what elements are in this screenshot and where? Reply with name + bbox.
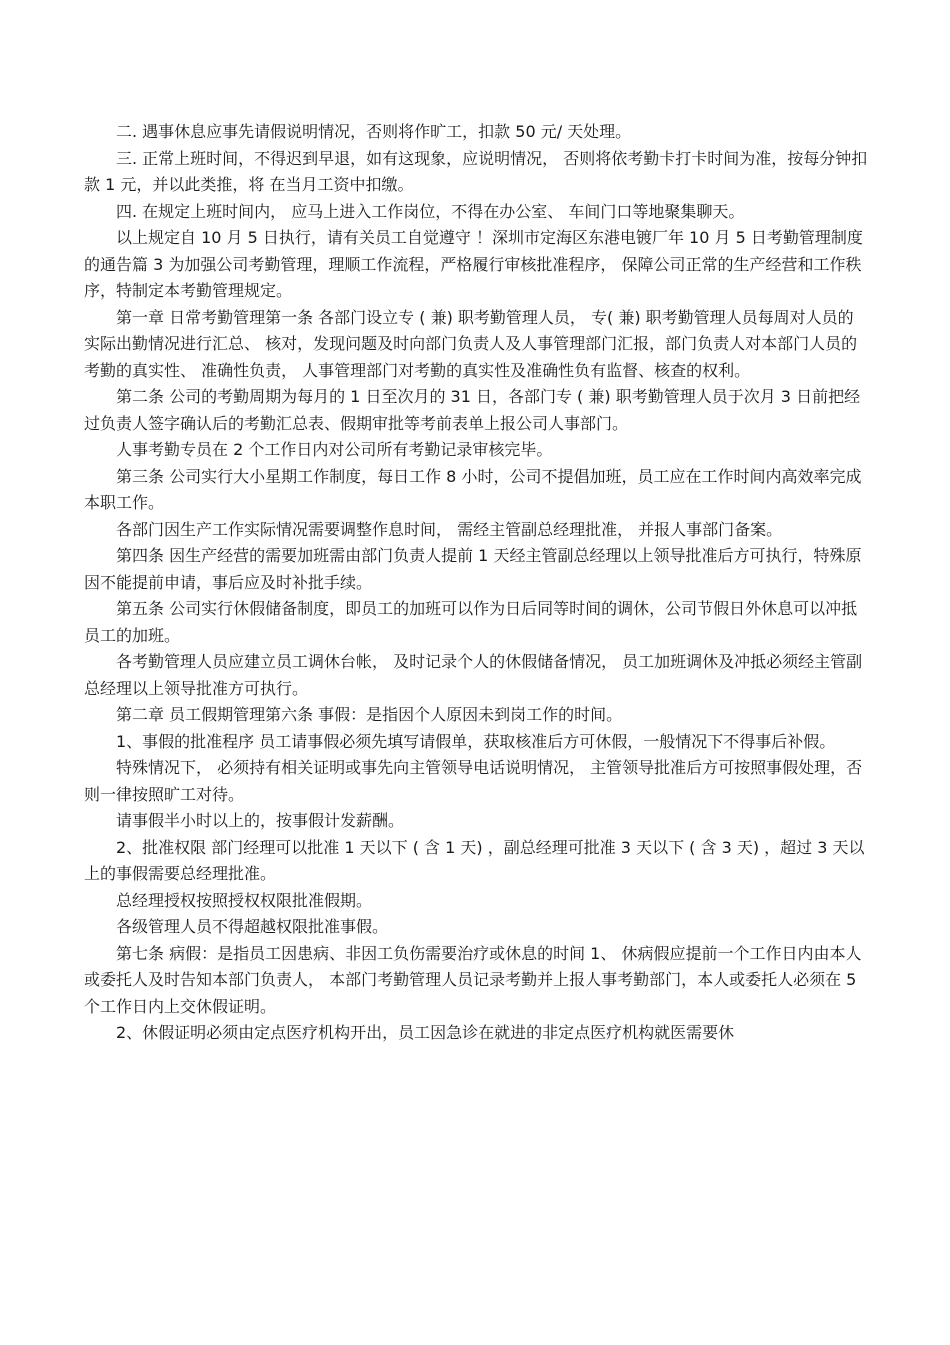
paragraph-leave-ledger: 各考勤管理人员应建立员工调休台帐， 及时记录个人的休假储备情况， 员工加班调休及冲抵必须经主管副总经理以上领导批准方可执行。	[84, 652, 863, 698]
paragraph-approval-authority: 2、批准权限 部门经理可以批准 1 天以下 ( 含 1 天) ，副总经理可批准 3 天以下 ( 含 3 天) ，超过 3 天以上的事假需要总经理批准。	[84, 837, 865, 883]
paragraph-special-cases: 特殊情况下， 必须持有相关证明或事先向主管领导电话说明情况， 主管领导批准后方可按照事假处理，否则一律按照旷工对待。	[84, 758, 863, 804]
paragraph-sick-leave-certificate: 2、休假证明必须由定点医疗机构开出，员工因急诊在就进的非定点医疗机构就医需要休	[116, 1023, 735, 1042]
paragraph-half-hour-rule: 请事假半小时以上的，按事假计发薪酬。	[116, 811, 405, 830]
paragraph-article-5: 第五条 公司实行休假储备制度，即员工的加班可以作为日后同等时间的调休，公司节假日外休息可以冲抵员工的加班。	[84, 599, 858, 645]
paragraph-rule-3: 三. 正常上班时间，不得迟到早退，如有这现象，应说明情况， 否则将依考勤卡打卡时间为准，按每分钟扣款 1 元，并以此类推，将 在当月工资中扣缴。	[84, 148, 868, 194]
paragraph-article-6: 第二章 员工假期管理第六条 事假：是指因个人原因未到岗工作的时间。	[116, 705, 623, 724]
paragraph-schedule-adjust: 各部门因生产工作实际情况需要调整作息时间， 需经主管副总经理批准， 并报人事部门备案。	[116, 519, 783, 539]
paragraph-rule-2: 二. 遇事休息应事先请假说明情况，否则将作旷工，扣款 50 元/ 天处理。	[116, 122, 632, 141]
paragraph-rule-4: 四. 在规定上班时间内， 应马上进入工作岗位，不得在办公室、 车间门口等地聚集聊天。	[116, 201, 745, 221]
paragraph-article-2: 第二条 公司的考勤周期为每月的 1 日至次月的 31 日，各部门专 ( 兼) 职考勤管理人员于次月 3 日前把经过负责人签字确认后的考勤汇总表、假期审批等考前表单上报公司人事部门。	[84, 387, 861, 433]
document-body	[84, 119, 869, 1047]
paragraph-article-4: 第四条 因生产经营的需要加班需由部门负责人提前 1 天经主管副总经理以上领导批准后方可执行，特殊原因不能提前申请，事后应及时补批手续。	[84, 546, 862, 592]
paragraph-article-3: 第三条 公司实行大小星期工作制度，每日工作 8 小时，公司不提倡加班，员工应在工作时间内高效率完成本职工作。	[84, 466, 862, 512]
paragraph-no-overreach: 各级管理人员不得超越权限批准事假。	[116, 917, 389, 936]
paragraph-hr-review: 人事考勤专员在 2 个工作日内对公司所有考勤记录审核完毕。	[116, 440, 553, 459]
paragraph-personal-leave-procedure: 1、事假的批准程序 员工请事假必须先填写请假单，获取核准后方可休假，一般情况下不得事后补假。	[116, 731, 836, 751]
paragraph-notice-effective: 以上规定自 10 月 5 日执行，请有关员工自觉遵守 ！深圳市定海区东港电镀厂年 10 月 5 日考勤管理制度的通告篇 3 为加强公司考勤管理，理顺工作流程，严格履行审核批准程序， 保障公司正常的生产经营和工作秩序，特制定本考勤管理规定。	[84, 228, 863, 300]
paragraph-gm-authorization: 总经理授权按照授权权限批准假期。	[116, 890, 373, 910]
paragraph-article-7: 第七条 病假：是指员工因患病、非因工负伤需要治疗或休息的时间 1、 休病假应提前一个工作日内由本人或委托人及时告知本部门负责人， 本部门考勤管理人员记录考勤并上报人事考勤部门，本人或委托人必须在 5 个工作日内上交休假证明。	[84, 943, 862, 1016]
paragraph-article-1: 第一章 日常考勤管理第一条 各部门设立专 ( 兼) 职考勤管理人员， 专( 兼) 职考勤管理人员每周对人员的实际出勤情况进行汇总、 核对，发现问题及时向部门负责人及人事管理部门汇报，部门负责人对本部门人员的考勤的真实性、 准确性负责， 人事管理部门对考勤的真实性及准确性负有监督、核查的权利。	[84, 307, 858, 380]
